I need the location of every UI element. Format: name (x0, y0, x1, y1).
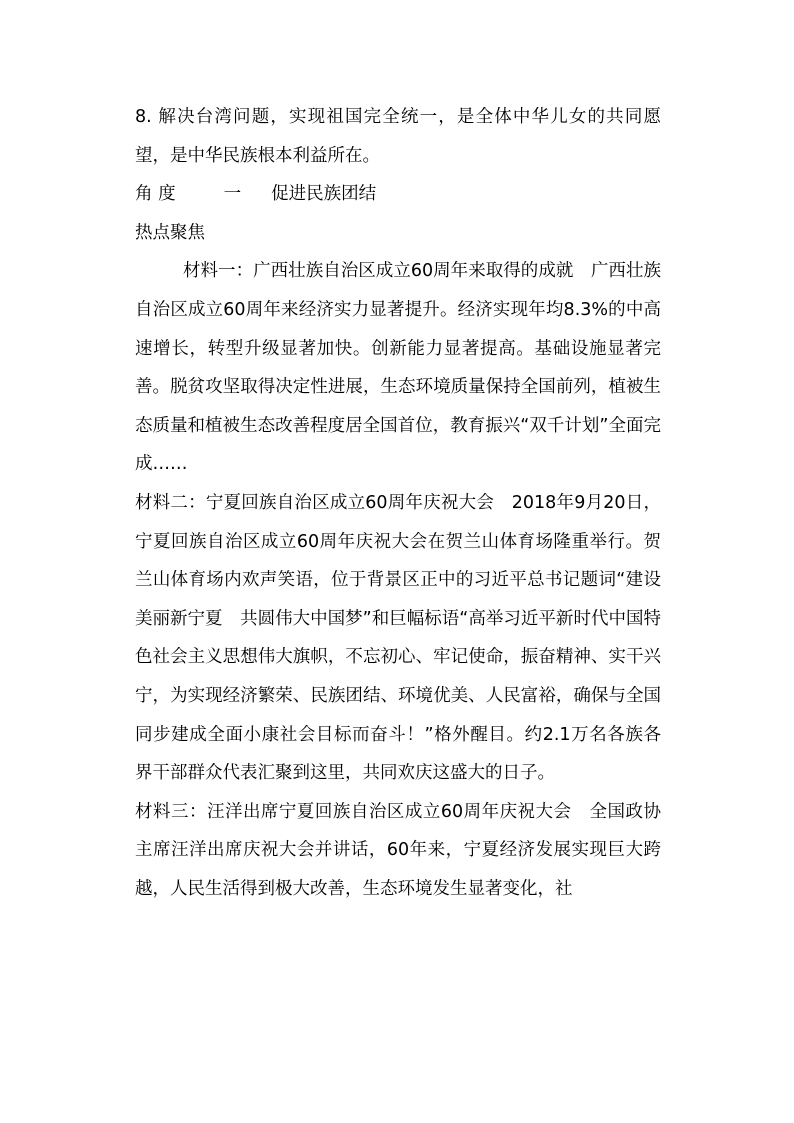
angle-heading (135, 175, 661, 214)
paragraph-item-8: 8. 解决台湾问题，实现祖国完全统一，是全体中华儿女的共同愿望，是中华民族根本利益所在。 (135, 107, 661, 166)
hot-focus-heading: 热点聚焦 (135, 222, 205, 243)
angle-number: 一 (223, 184, 242, 205)
paragraph-material-2: 材料二：宁夏回族自治区成立60周年庆祝大会 2018年9月20日，宁夏回族自治区成立60周年庆祝大会在贺兰山体育场隆重举行。贺兰山体育场内欢声笑语，位于背景区正中的习近平总书记题词“建设美丽新宁夏 共圆伟大中国梦”和巨幅标语“高举习近平新时代中国特色社会主义思想伟大旗帜，不忘初心、牢记使命，振奋精神、实干兴宁，为实现经济繁荣、民族团结、环境优美、人民富裕，确保与全国同步建成全面小康社会目标而奋斗！”格外醒目。约2.1万名各族各界干部群众代表汇聚到这里，共同欢庆这盛大的日子。 (135, 492, 661, 784)
paragraph-material-1: 材料一：广西壮族自治区成立60周年来取得的成就 广西壮族自治区成立60周年来经济实力显著提升。经济实现年均8.3%的中高速增长，转型升级显著加快。创新能力显著提高。基础设施显著完善。脱贫攻坚取得决定性进展，生态环境质量保持全国前列，植被生态质量和植被生态改善程度居全国首位，教育振兴“双千计划”全面完成…… (135, 261, 661, 475)
document-body (135, 98, 661, 908)
angle-title: 促进民族团结 (271, 184, 377, 205)
paragraph-material-3: 材料三：汪洋出席宁夏回族自治区成立60周年庆祝大会 全国政协主席汪洋出席庆祝大会并讲话，60年来，宁夏经济发展实现巨大跨越，人民生活得到极大改善，生态环境发生显著变化，社 (135, 801, 661, 899)
angle-label: 角 度 (135, 184, 176, 205)
